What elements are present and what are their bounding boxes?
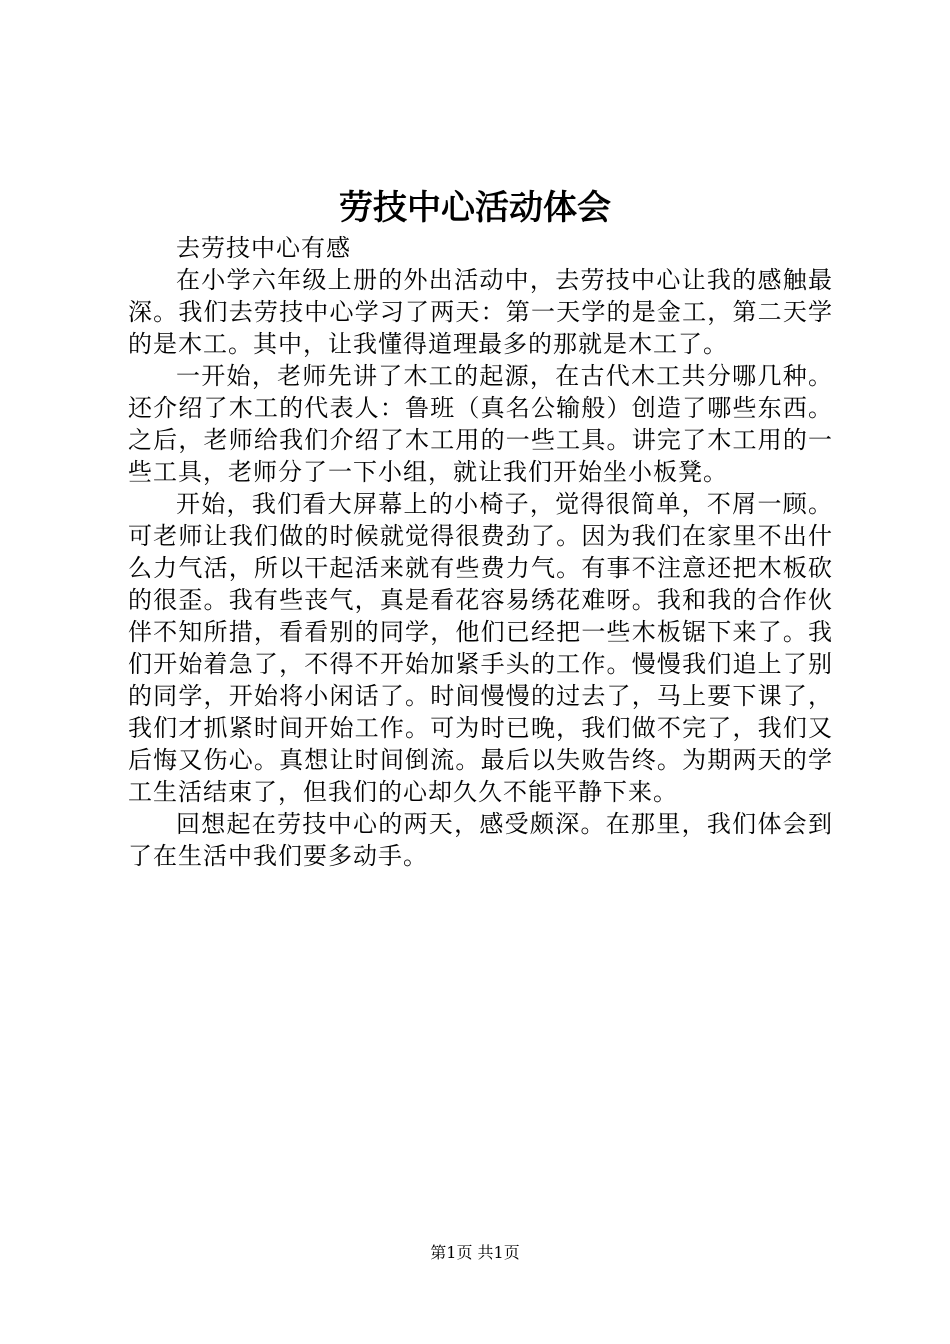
- paragraph-subtitle: 去劳技中心有感: [176, 234, 351, 262]
- document-body: [128, 232, 833, 872]
- paragraph: 一开始，老师先讲了木工的起源，在古代木工共分哪几种。还介绍了木工的代表人：鲁班（真名公输般）创造了哪些东西。之后，老师给我们介绍了木工用的一些工具。讲完了木工用的一些工具，老师分了一下小组，就让我们开始坐小板凳。: [128, 362, 833, 486]
- paragraph: 回想起在劳技中心的两天，感受颇深。在那里，我们体会到了在生活中我们要多动手。: [128, 810, 833, 870]
- page-footer: 第1页 共1页: [430, 1243, 520, 1262]
- paragraph: 开始，我们看大屏幕上的小椅子，觉得很简单，不屑一顾。可老师让我们做的时候就觉得很费劲了。因为我们在家里不出什么力气活，所以干起活来就有些费力气。有事不注意还把木板砍的很歪。我有些丧气，真是看花容易绣花难呀。我和我的合作伙伴不知所措，看看别的同学，他们已经把一些木板锯下来了。我们开始着急了，不得不开始加紧手头的工作。慢慢我们追上了别的同学，开始将小闲话了。时间慢慢的过去了，马上要下课了，我们才抓紧时间开始工作。可为时已晚，我们做不完了，我们又后悔又伤心。真想让时间倒流。最后以失败告终。为期两天的学工生活结束了，但我们的心却久久不能平静下来。: [128, 490, 833, 806]
- document-title: 劳技中心活动体会: [339, 188, 611, 228]
- paragraph: 在小学六年级上册的外出活动中，去劳技中心让我的感触最深。我们去劳技中心学习了两天：第一天学的是金工，第二天学的是木工。其中，让我懂得道理最多的那就是木工了。: [128, 266, 833, 358]
